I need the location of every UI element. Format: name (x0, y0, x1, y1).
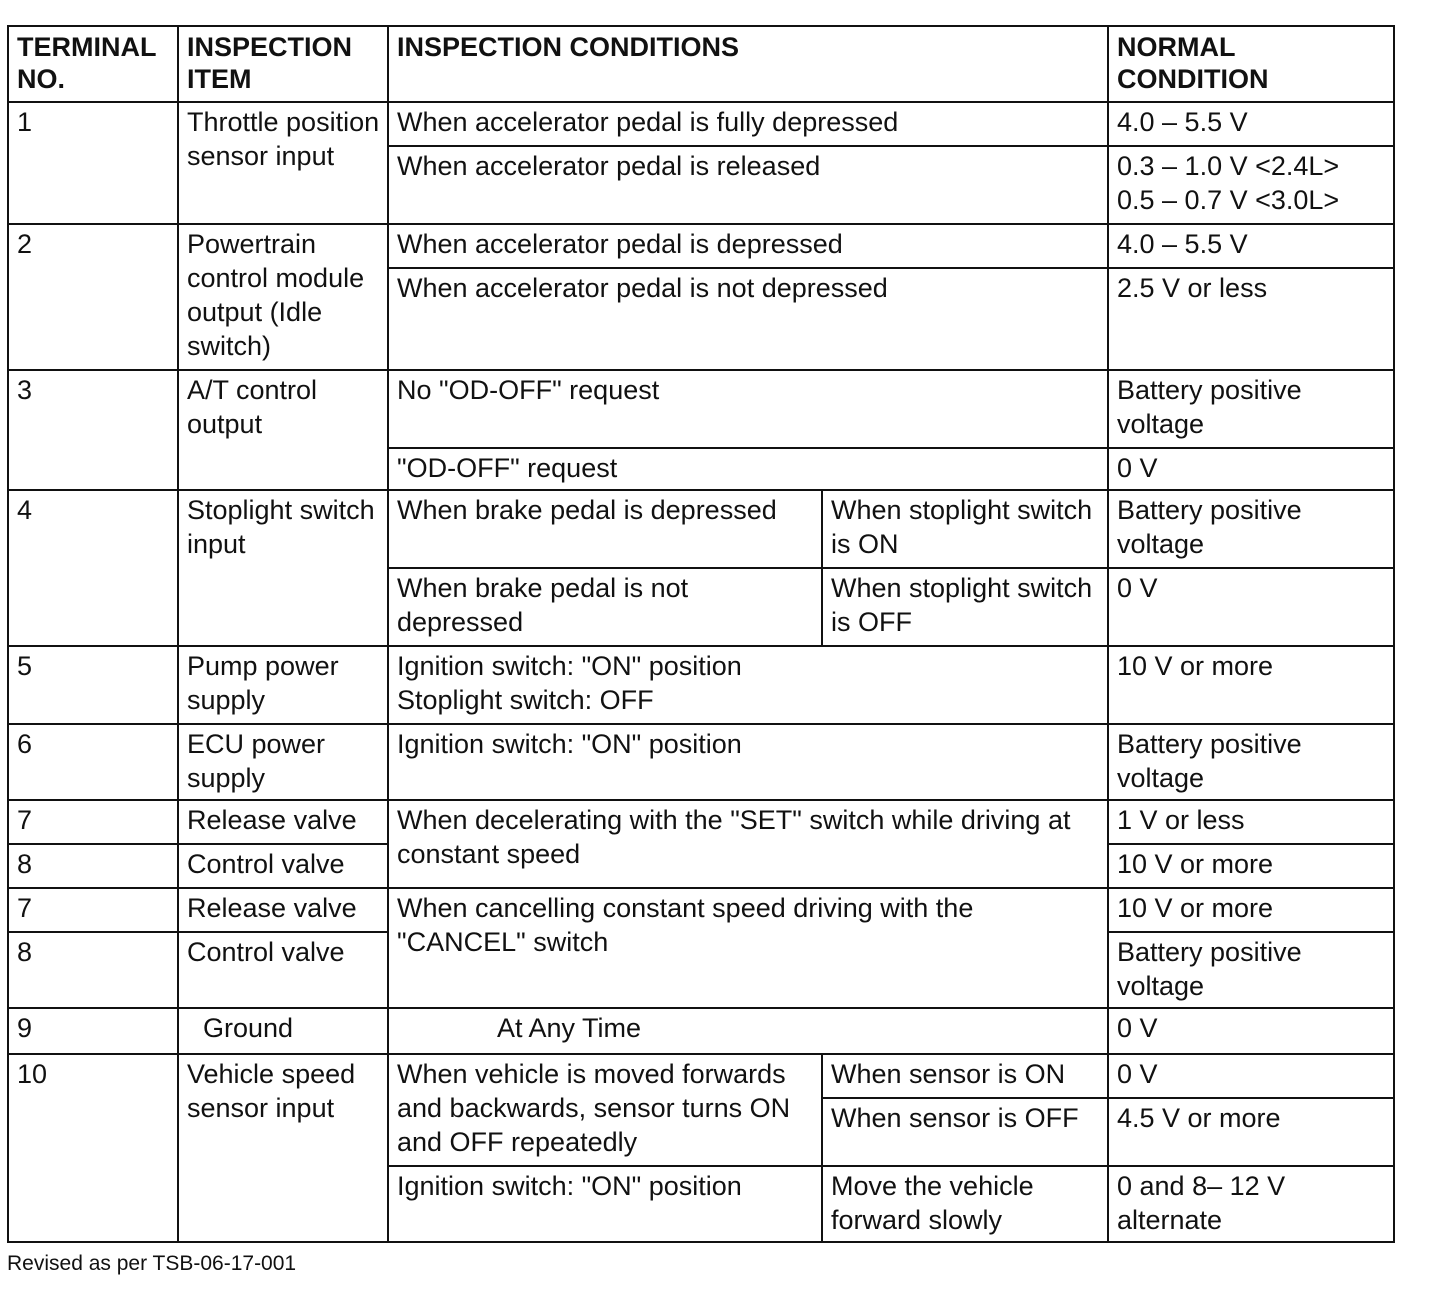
inspection-sub-condition: When sensor is OFF (822, 1098, 1108, 1166)
inspection-condition: At Any Time (388, 1008, 1108, 1054)
header-normal: NORMAL CONDITION (1108, 26, 1394, 102)
terminal-number: 2 (8, 224, 178, 370)
condition-line: Stoplight switch: OFF (397, 685, 654, 715)
terminal-inspection-table (7, 25, 1395, 1243)
terminal-number: 3 (8, 370, 178, 490)
inspection-condition: When cancelling constant speed driving with the "CANCEL" switch (388, 888, 1108, 1008)
table-row (8, 490, 1394, 568)
normal-condition: 10 V or more (1108, 888, 1394, 932)
table-row (8, 724, 1394, 800)
header-row (8, 26, 1394, 102)
terminal-number: 6 (8, 724, 178, 800)
inspection-condition: When accelerator pedal is released (388, 146, 1108, 224)
terminal-number: 1 (8, 102, 178, 224)
normal-condition: 2.5 V or less (1108, 268, 1394, 370)
table-row (8, 800, 1394, 844)
normal-condition: Battery positive voltage (1108, 490, 1394, 568)
table-row (8, 224, 1394, 268)
inspection-item: A/T control output (178, 370, 388, 490)
normal-value-3-0l: 0.5 – 0.7 V <3.0L> (1117, 185, 1340, 215)
inspection-sub-condition: Move the vehicle forward slowly (822, 1166, 1108, 1242)
inspection-condition: When decelerating with the "SET" switch while driving at constant speed (388, 800, 1108, 888)
inspection-sub-condition: When stoplight switch is OFF (822, 568, 1108, 646)
inspection-item: Release valve (178, 800, 388, 844)
terminal-number: 9 (8, 1008, 178, 1054)
normal-condition: Battery positive voltage (1108, 932, 1394, 1008)
table-row (8, 646, 1394, 724)
inspection-item: ECU power supply (178, 724, 388, 800)
inspection-item: Vehicle speed sensor input (178, 1054, 388, 1242)
normal-condition: 0 V (1108, 1054, 1394, 1098)
inspection-condition: When accelerator pedal is depressed (388, 224, 1108, 268)
terminal-number: 8 (8, 844, 178, 888)
condition-line: Ignition switch: "ON" position (397, 651, 742, 681)
normal-condition: 4.0 – 5.5 V (1108, 102, 1394, 146)
inspection-condition: When accelerator pedal is not depressed (388, 268, 1108, 370)
inspection-condition (388, 646, 1108, 724)
table-row (8, 1008, 1394, 1054)
normal-condition: Battery positive voltage (1108, 370, 1394, 448)
normal-condition: 10 V or more (1108, 646, 1394, 724)
normal-value-2-4l: 0.3 – 1.0 V <2.4L> (1117, 151, 1340, 181)
normal-condition: 0 V (1108, 568, 1394, 646)
inspection-condition: Ignition switch: "ON" position (388, 1166, 822, 1242)
terminal-number: 8 (8, 932, 178, 1008)
normal-condition: 1 V or less (1108, 800, 1394, 844)
header-conditions: INSPECTION CONDITIONS (388, 26, 1108, 102)
terminal-number: 10 (8, 1054, 178, 1242)
inspection-item: Throttle position sensor input (178, 102, 388, 224)
inspection-condition: "OD-OFF" request (388, 448, 1108, 490)
table-row (8, 370, 1394, 448)
inspection-condition: When accelerator pedal is fully depressed (388, 102, 1108, 146)
table-row (8, 1054, 1394, 1098)
normal-condition: 4.0 – 5.5 V (1108, 224, 1394, 268)
inspection-table-container (7, 25, 1393, 1243)
inspection-item: Pump power supply (178, 646, 388, 724)
inspection-condition: When vehicle is moved forwards and backwards, sensor turns ON and OFF repeatedly (388, 1054, 822, 1166)
normal-condition: 4.5 V or more (1108, 1098, 1394, 1166)
inspection-condition: When brake pedal is depressed (388, 490, 822, 568)
inspection-item: Control valve (178, 844, 388, 888)
normal-condition: 0 V (1108, 1008, 1394, 1054)
terminal-number: 5 (8, 646, 178, 724)
terminal-number: 4 (8, 490, 178, 646)
inspection-sub-condition: When sensor is ON (822, 1054, 1108, 1098)
inspection-condition: When brake pedal is not depressed (388, 568, 822, 646)
inspection-sub-condition: When stoplight switch is ON (822, 490, 1108, 568)
header-terminal: TERMINAL NO. (8, 26, 178, 102)
inspection-item: Powertrain control module output (Idle switch) (178, 224, 388, 370)
normal-condition: Battery positive voltage (1108, 724, 1394, 800)
terminal-number: 7 (8, 800, 178, 844)
table-row (8, 102, 1394, 146)
header-item: INSPECTION ITEM (178, 26, 388, 102)
inspection-item: Release valve (178, 888, 388, 932)
inspection-item: Ground (178, 1008, 388, 1054)
normal-condition: 0 and 8– 12 V alternate (1108, 1166, 1394, 1242)
normal-condition (1108, 146, 1394, 224)
revision-footnote: Revised as per TSB-06-17-001 (7, 1252, 297, 1275)
inspection-condition: No "OD-OFF" request (388, 370, 1108, 448)
inspection-item: Control valve (178, 932, 388, 1008)
normal-condition: 0 V (1108, 448, 1394, 490)
table-row (8, 888, 1394, 932)
inspection-condition: Ignition switch: "ON" position (388, 724, 1108, 800)
normal-condition: 10 V or more (1108, 844, 1394, 888)
inspection-item: Stoplight switch input (178, 490, 388, 646)
terminal-number: 7 (8, 888, 178, 932)
